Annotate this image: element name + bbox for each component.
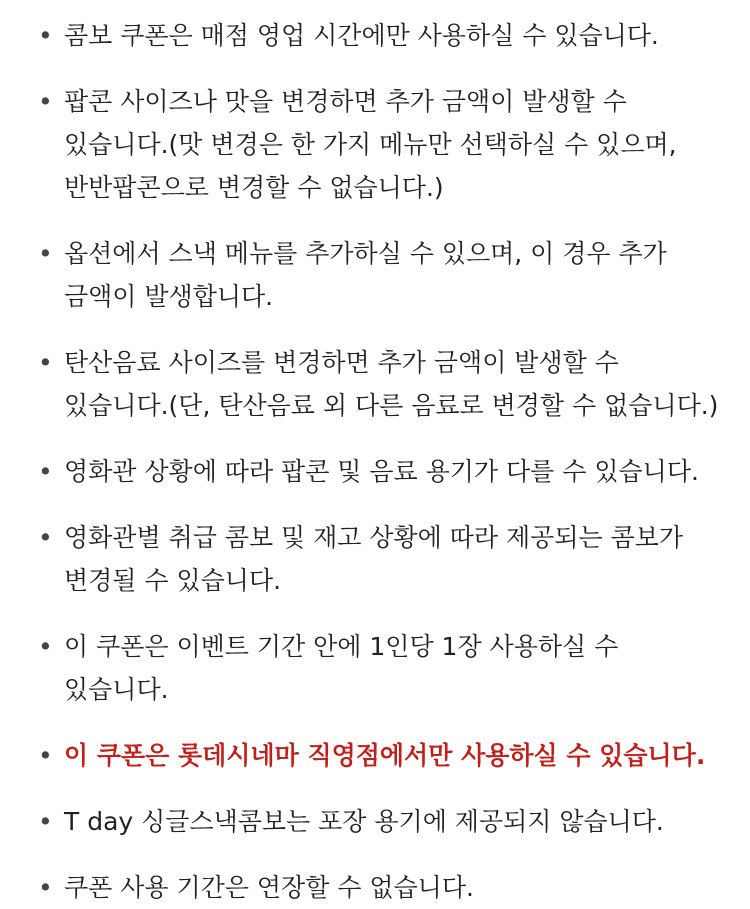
- bullet-icon: •: [38, 21, 53, 50]
- notice-text: 콤보 쿠폰은 매점 영업 시간에만 사용하실 수 있습니다.: [64, 21, 659, 50]
- notice-item-tday-packaging: [0, 800, 750, 843]
- notice-text: 영화관 상황에 따라 팝콘 및 음료 용기가 다를 수 있습니다.: [64, 457, 699, 486]
- bullet-icon: •: [38, 632, 53, 661]
- notice-item-usage-limit: [0, 625, 750, 711]
- notice-text: 옵션에서 스낵 메뉴를 추가하실 수 있으며, 이 경우 추가 금액이 발생합니다.: [64, 239, 667, 311]
- notice-item-combo-change: [0, 516, 750, 602]
- bullet-icon: •: [38, 807, 53, 836]
- notice-item-business-hours: [0, 14, 750, 57]
- notice-text: 팝콘 사이즈나 맛을 변경하면 추가 금액이 발생할 수 있습니다.(맛 변경은 한 가지 메뉴만 선택하실 수 있으며, 반반팝콘으로 변경할 수 없습니다.): [64, 87, 677, 202]
- bullet-icon: •: [38, 457, 53, 486]
- notice-text: 탄산음료 사이즈를 변경하면 추가 금액이 발생할 수 있습니다.(단, 탄산음료 외 다른 음료로 변경할 수 없습니다.): [64, 348, 719, 420]
- bullet-icon: •: [38, 523, 53, 552]
- notice-text: 쿠폰 사용 기간은 연장할 수 없습니다.: [64, 873, 474, 902]
- notice-item-soda-size: [0, 341, 750, 427]
- notice-item-no-extension: [0, 866, 750, 909]
- notice-text: T day 싱글스낵콤보는 포장 용기에 제공되지 않습니다.: [64, 807, 664, 836]
- bullet-icon: •: [38, 239, 53, 268]
- notice-item-snack-option: [0, 232, 750, 318]
- bullet-icon: •: [38, 348, 53, 377]
- notice-item-popcorn-change: [0, 80, 750, 209]
- bullet-icon: •: [38, 873, 53, 902]
- bullet-icon: •: [38, 741, 53, 770]
- notice-text-highlight: 이 쿠폰은 롯데시네마 직영점에서만 사용하실 수 있습니다.: [64, 741, 706, 770]
- notice-text: 이 쿠폰은 이벤트 기간 안에 1인당 1장 사용하실 수 있습니다.: [64, 632, 619, 704]
- notice-text: 영화관별 취급 콤보 및 재고 상황에 따라 제공되는 콤보가 변경될 수 있습니다.: [64, 523, 684, 595]
- notice-item-direct-store-only: [0, 734, 750, 777]
- notice-item-container-difference: [0, 450, 750, 493]
- bullet-icon: •: [38, 87, 53, 116]
